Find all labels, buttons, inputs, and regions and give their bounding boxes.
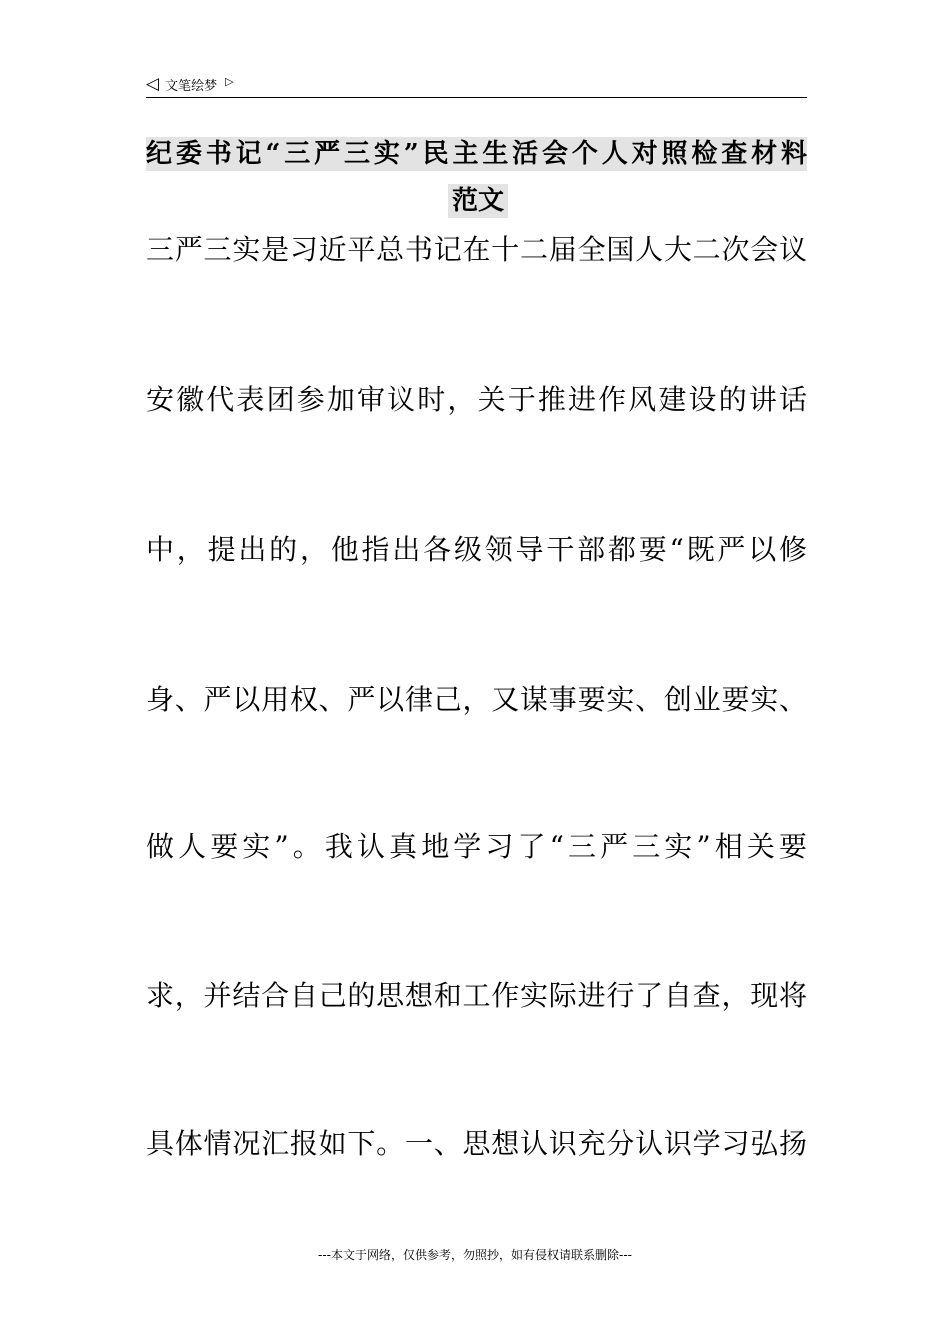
body-text-line: 中，提出的，他指出各级领导干部都要“既严以修 xyxy=(146,533,807,566)
triangle-left-icon: ◁ xyxy=(146,73,160,94)
body-text-line: 三严三实是习近平总书记在十二届全国人大二次会议 xyxy=(146,233,807,266)
page-footer-disclaimer: ---本文于网络，仅供参考，勿照抄，如有侵权请联系删除--- xyxy=(318,1248,632,1262)
body-text-line: 做人要实”。我认真地学习了“三严三实”相关要 xyxy=(146,830,807,863)
body-text-line: 求，并结合自己的思想和工作实际进行了自查，现将 xyxy=(146,979,807,1012)
header-divider xyxy=(146,97,807,98)
body-text-line: 身、严以用权、严以律己，又谋事要实、创业要实、 xyxy=(146,683,807,716)
header-label: 文笔绘梦 xyxy=(165,78,218,94)
document-title-line-2: 范文 xyxy=(448,184,508,218)
body-text-line: 具体情况汇报如下。一、思想认识充分认识学习弘扬 xyxy=(146,1127,807,1160)
body-text-line: 安徽代表团参加审议时，关于推进作风建设的讲话 xyxy=(146,383,807,416)
triangle-right-icon: ▷ xyxy=(225,74,234,88)
document-title-line-1: 纪委书记“三严三实”民主生活会个人对照检查材料 xyxy=(146,139,807,169)
page-header xyxy=(146,72,234,96)
